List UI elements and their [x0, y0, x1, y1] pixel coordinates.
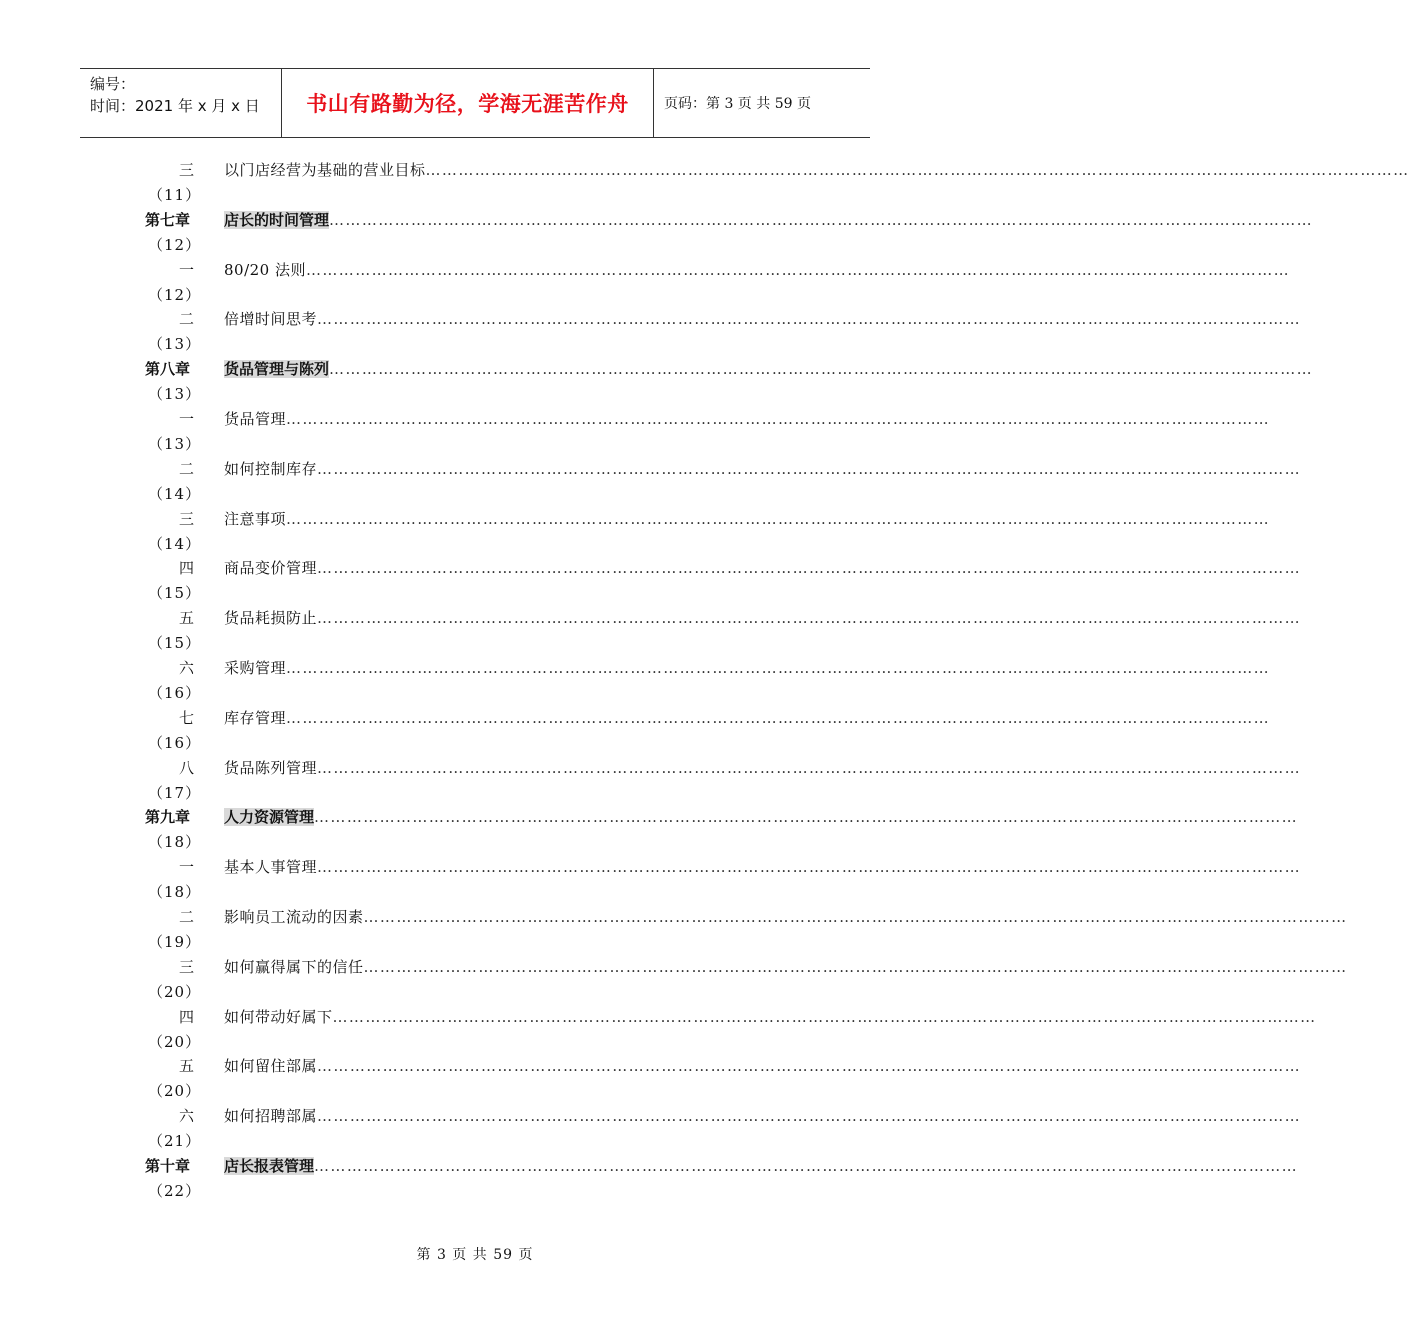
toc-entry-marker: 第九章 — [145, 808, 191, 827]
toc-chapter-entry[interactable] — [0, 1154, 1299, 1204]
toc-entry-marker: 第七章 — [145, 210, 191, 229]
toc-leader-dots: ……………………………………………………………………………………………………………………………………………………………… — [332, 1007, 1317, 1026]
toc-section-entry[interactable] — [0, 706, 1271, 756]
footer-page-text: 第 3 页 共 59 页 — [416, 1247, 534, 1263]
toc-section-entry[interactable] — [0, 507, 1271, 557]
toc-entry-title-line — [224, 307, 1302, 332]
toc-entry-title: 货品耗损防止 — [224, 609, 318, 628]
header-page-cell — [654, 69, 870, 137]
toc-entry-page-number: （16） — [148, 733, 202, 752]
toc-entry-title: 如何控制库存 — [224, 459, 318, 478]
toc-entry-title: 80/20 法则 — [224, 260, 306, 279]
toc-entry-title-line — [224, 158, 1410, 183]
toc-entry-marker: 四 — [178, 1007, 194, 1026]
toc-entry-title: 店长报表管理 — [224, 1156, 315, 1175]
toc-leader-dots: ……………………………………………………………………………………………………………………………………………………………… — [317, 609, 1302, 628]
toc-entry-page-number: （21） — [148, 1132, 202, 1151]
toc-leader-dots: ……………………………………………………………………………………………………………………………………………………………… — [286, 509, 1271, 528]
toc-entry-title-line — [224, 656, 1271, 681]
toc-leader-dots: ……………………………………………………………………………………………………………………………………………………………… — [363, 907, 1348, 926]
document-header — [80, 68, 870, 138]
toc-entry-marker: 二 — [178, 310, 194, 329]
toc-leader-dots: ……………………………………………………………………………………………………………………………………………………………… — [314, 1156, 1299, 1175]
toc-entry-page-number: （20） — [148, 1032, 202, 1051]
toc-leader-dots: ……………………………………………………………………………………………………………………………………………………………… — [306, 260, 1290, 279]
header-page-label: 页码：第 3 页 共 59 页 — [664, 96, 811, 112]
toc-entry-page-number: （16） — [148, 683, 202, 702]
toc-entry-marker: 二 — [178, 459, 194, 478]
toc-entry-title: 影响员工流动的因素 — [224, 907, 364, 926]
toc-entry-marker: 三 — [178, 509, 194, 528]
toc-entry-title-line — [224, 756, 1302, 781]
toc-section-entry[interactable] — [0, 855, 1302, 905]
toc-entry-marker: 五 — [178, 609, 194, 628]
toc-entry-title-line — [224, 1154, 1299, 1179]
toc-entry-page-number: （19） — [148, 932, 202, 951]
toc-entry-marker: 四 — [178, 559, 194, 578]
toc-chapter-entry[interactable] — [0, 208, 1314, 258]
toc-entry-marker: 六 — [178, 658, 194, 677]
toc-leader-dots: ……………………………………………………………………………………………………………………………………………………………… — [425, 161, 1410, 179]
header-motto-cell — [282, 69, 654, 137]
toc-entry-title: 如何留住部属 — [224, 1057, 318, 1076]
toc-entry-marker: 第十章 — [145, 1156, 191, 1175]
toc-section-entry[interactable] — [0, 258, 1290, 308]
toc-leader-dots: ……………………………………………………………………………………………………………………………………………………………… — [317, 758, 1302, 777]
toc-entry-title-line — [224, 1104, 1302, 1129]
toc-entry-title: 注意事项 — [224, 509, 287, 528]
toc-entry-title: 如何赢得属下的信任 — [224, 957, 364, 976]
toc-section-entry[interactable] — [0, 307, 1302, 357]
toc-entry-page-number: （13） — [148, 335, 202, 354]
toc-entry-page-number: （22） — [148, 1181, 202, 1200]
toc-entry-page-number: （14） — [148, 484, 202, 503]
toc-entry-marker: 三 — [178, 161, 194, 179]
toc-entry-page-number: （17） — [148, 783, 202, 802]
toc-entry-title: 倍增时间思考 — [224, 310, 318, 329]
toc-entry-page-number: （20） — [148, 1082, 202, 1101]
toc-entry-title-line — [224, 706, 1271, 731]
toc-chapter-entry[interactable] — [0, 357, 1314, 407]
toc-leader-dots: ……………………………………………………………………………………………………………………………………………………………… — [317, 1057, 1302, 1076]
toc-entry-page-number: （18） — [148, 883, 202, 902]
toc-entry-marker: 一 — [178, 409, 194, 428]
toc-section-entry[interactable] — [0, 158, 1410, 208]
toc-entry-title: 基本人事管理 — [224, 858, 318, 877]
toc-section-entry[interactable] — [0, 1104, 1302, 1154]
toc-entry-page-number: （12） — [148, 235, 202, 254]
toc-section-entry[interactable] — [0, 1005, 1317, 1055]
toc-entry-page-number: （13） — [148, 385, 202, 404]
toc-entry-title: 采购管理 — [224, 658, 287, 677]
toc-section-entry[interactable] — [0, 756, 1302, 806]
toc-leader-dots: ……………………………………………………………………………………………………………………………………………………………… — [286, 409, 1271, 428]
page-footer — [0, 1244, 950, 1264]
toc-entry-marker: 五 — [178, 1057, 194, 1076]
toc-entry-page-number: （11） — [148, 186, 202, 204]
header-info-cell — [80, 69, 282, 137]
toc-section-entry[interactable] — [0, 457, 1302, 507]
toc-entry-title: 货品陈列管理 — [224, 758, 318, 777]
toc-entry-title: 如何带动好属下 — [224, 1007, 333, 1026]
toc-entry-page-number: （20） — [148, 982, 202, 1001]
toc-entry-title-line — [224, 805, 1299, 830]
toc-leader-dots: ……………………………………………………………………………………………………………………………………………………………… — [329, 210, 1314, 229]
toc-leader-dots: ……………………………………………………………………………………………………………………………………………………………… — [286, 658, 1271, 677]
toc-entry-marker: 二 — [178, 907, 194, 926]
toc-leader-dots: ……………………………………………………………………………………………………………………………………………………………… — [329, 360, 1314, 379]
toc-entry-title: 库存管理 — [224, 708, 287, 727]
toc-entry-title: 人力资源管理 — [224, 808, 315, 827]
toc-entry-marker: 一 — [178, 260, 194, 279]
toc-chapter-entry[interactable] — [0, 805, 1299, 855]
document-time-label: 时间：2021 年 x 月 x 日 — [90, 97, 260, 115]
toc-entry-title-line — [224, 606, 1302, 631]
toc-entry-marker: 第八章 — [145, 360, 191, 379]
toc-entry-page-number: （13） — [148, 434, 202, 453]
toc-entry-page-number: （14） — [148, 534, 202, 553]
toc-leader-dots: ……………………………………………………………………………………………………………………………………………………………… — [314, 808, 1299, 827]
toc-leader-dots: ……………………………………………………………………………………………………………………………………………………………… — [317, 559, 1302, 578]
toc-section-entry[interactable] — [0, 656, 1271, 706]
toc-entry-marker: 八 — [178, 758, 194, 777]
toc-entry-title-line — [224, 208, 1314, 233]
toc-leader-dots: ……………………………………………………………………………………………………………………………………………………………… — [317, 858, 1302, 877]
table-of-contents — [0, 158, 1410, 1204]
toc-section-entry[interactable] — [0, 407, 1271, 457]
toc-entry-title-line — [224, 407, 1271, 432]
document-number-label: 编号： — [90, 75, 136, 93]
toc-entry-page-number: （15） — [148, 584, 202, 603]
toc-entry-marker: 一 — [178, 858, 194, 877]
toc-entry-title-line — [224, 1005, 1317, 1030]
toc-leader-dots: ……………………………………………………………………………………………………………………………………………………………… — [317, 1107, 1302, 1126]
toc-entry-marker: 三 — [178, 957, 194, 976]
toc-entry-marker: 六 — [178, 1107, 194, 1126]
toc-section-entry[interactable] — [0, 905, 1348, 955]
toc-leader-dots: ……………………………………………………………………………………………………………………………………………………………… — [363, 957, 1348, 976]
toc-leader-dots: ……………………………………………………………………………………………………………………………………………………………… — [317, 310, 1302, 329]
toc-section-entry[interactable] — [0, 1054, 1302, 1104]
toc-section-entry[interactable] — [0, 556, 1302, 606]
toc-entry-title: 如何招聘部属 — [224, 1107, 318, 1126]
toc-section-entry[interactable] — [0, 955, 1348, 1005]
toc-entry-title-line — [224, 258, 1290, 283]
toc-entry-marker: 七 — [178, 708, 194, 727]
toc-entry-title-line — [224, 556, 1302, 581]
header-motto: 书山有路勤为径，学海无涯苦作舟 — [306, 92, 629, 116]
toc-entry-title-line — [224, 357, 1314, 382]
toc-entry-title-line — [224, 1054, 1302, 1079]
toc-entry-page-number: （12） — [148, 285, 202, 304]
toc-entry-title-line — [224, 855, 1302, 880]
toc-entry-page-number: （15） — [148, 634, 202, 653]
toc-entry-title-line — [224, 507, 1271, 532]
toc-entry-title-line — [224, 955, 1348, 980]
toc-entry-title: 货品管理与陈列 — [224, 360, 330, 379]
toc-entry-title: 以门店经营为基础的营业目标 — [224, 161, 426, 179]
toc-entry-title: 店长的时间管理 — [224, 210, 330, 229]
toc-entry-page-number: （18） — [148, 833, 202, 852]
toc-entry-title-line — [224, 457, 1302, 482]
toc-leader-dots: ……………………………………………………………………………………………………………………………………………………………… — [317, 459, 1302, 478]
toc-entry-title-line — [224, 905, 1348, 930]
toc-section-entry[interactable] — [0, 606, 1302, 656]
toc-leader-dots: ……………………………………………………………………………………………………………………………………………………………… — [286, 708, 1271, 727]
toc-entry-title: 货品管理 — [224, 409, 287, 428]
toc-entry-title: 商品变价管理 — [224, 559, 318, 578]
